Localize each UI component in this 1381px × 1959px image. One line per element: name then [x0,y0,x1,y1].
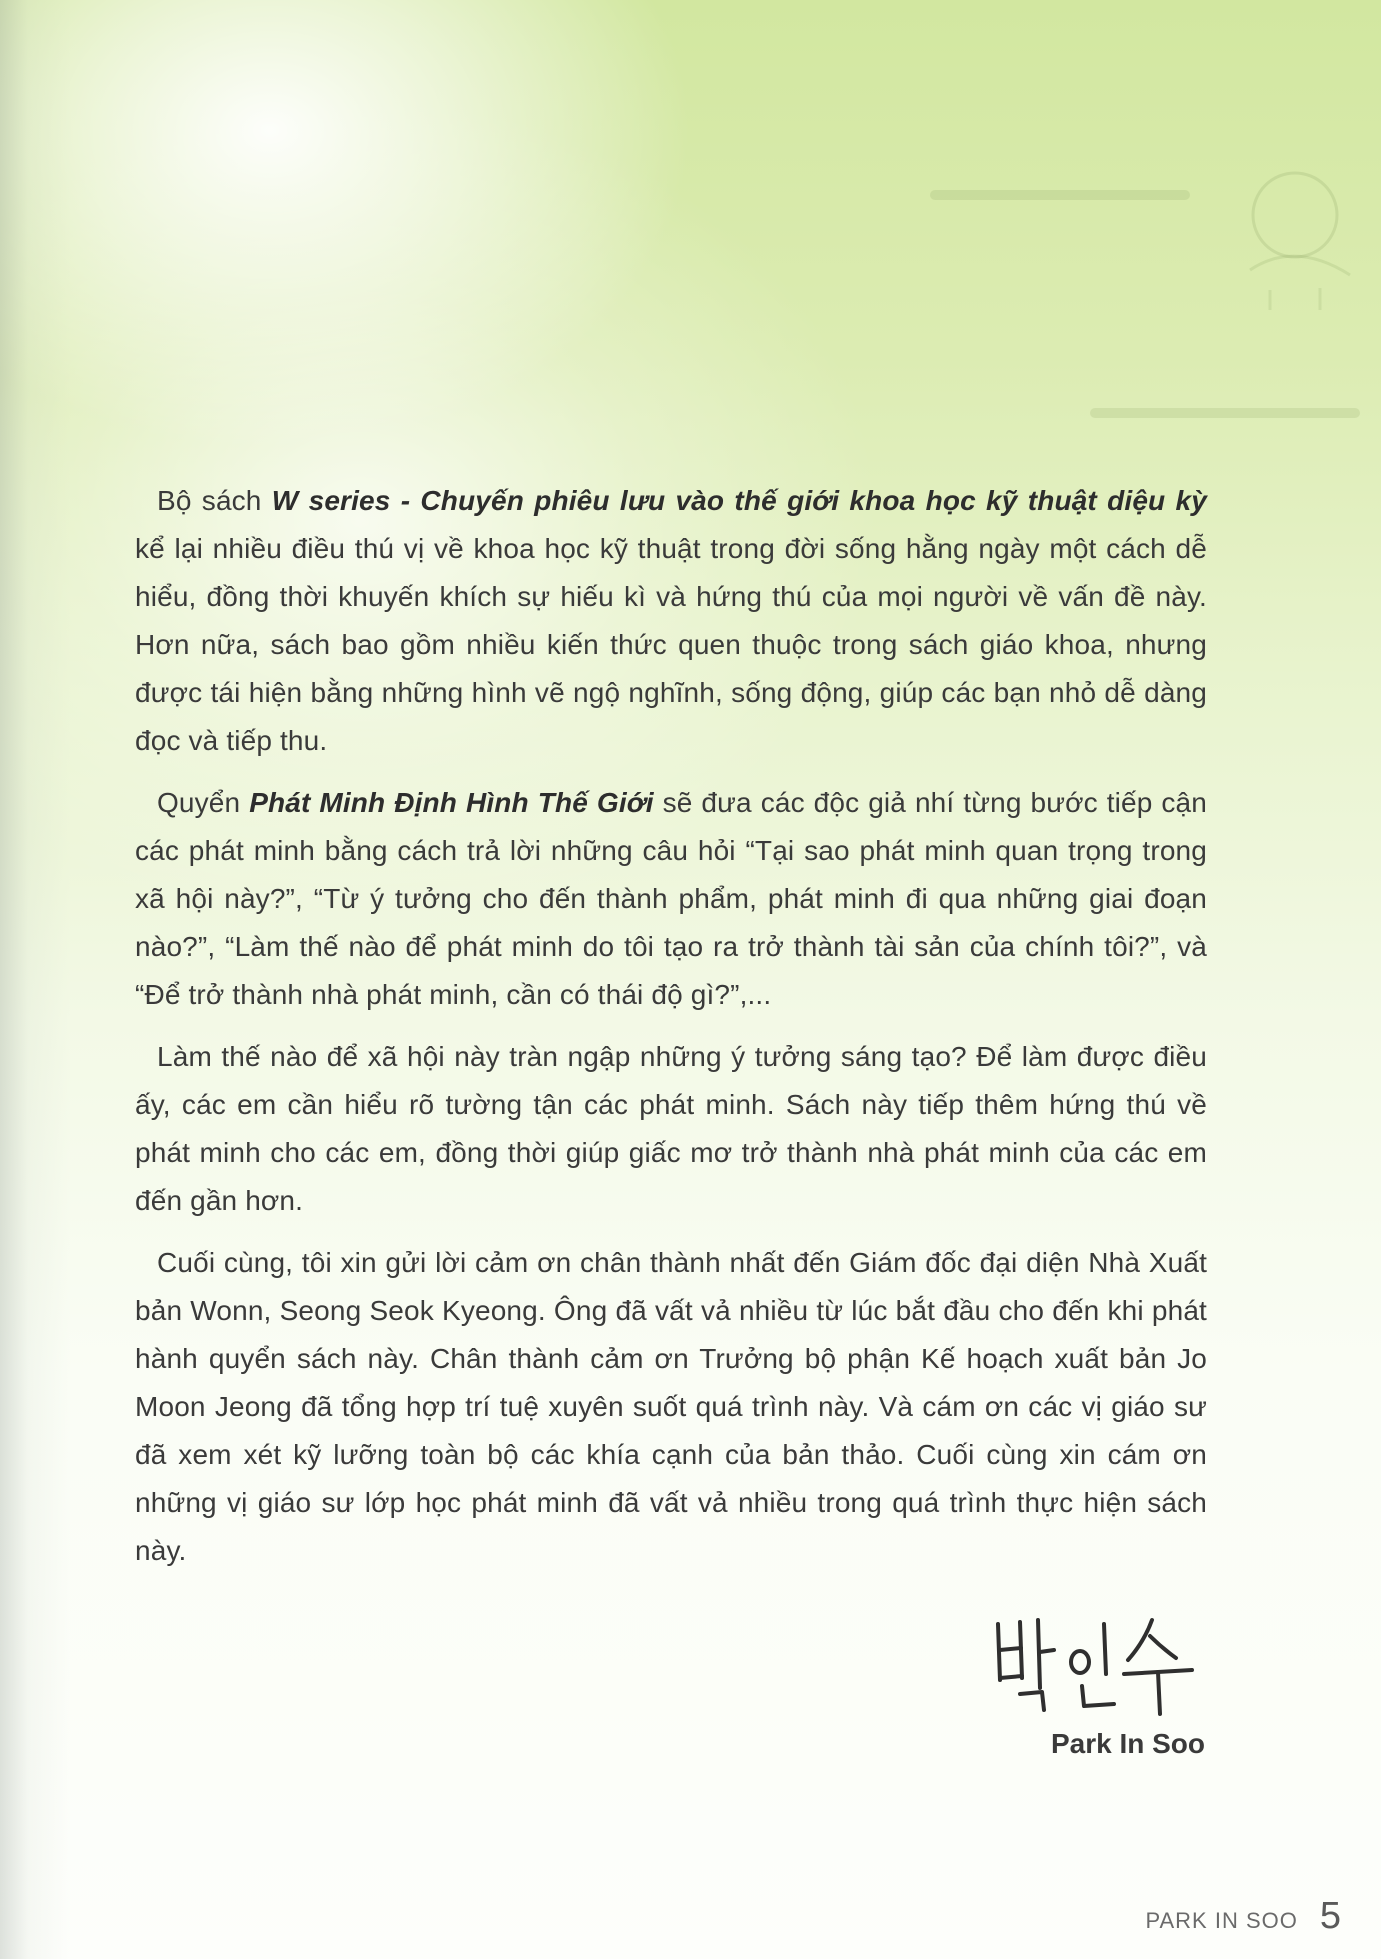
faded-text-line [1090,408,1360,418]
series-title-emphasis: W series - Chuyến phiêu lưu vào thế giới khoa học kỹ thuật diệu kỳ [271,485,1207,516]
faded-background-decoration [0,0,1381,460]
paragraph-text: Bộ sách [157,485,272,516]
paragraph-text: kể lại nhiều điều thú vị về khoa học kỹ thuật trong đời sống hằng ngày một cách dễ hiểu, đồng thời khuyến khích sự hiếu kì và hứng thú của mọi người về vấn đề này. Hơn nữa, sách bao gồm nhiều kiến thức quen thuộc trong sách giáo khoa, nhưng được tái hiện bằng những hình vẽ ngộ nghĩnh, sống động, giúp các bạn nhỏ dễ dàng đọc và tiếp thu. [135,533,1207,756]
paragraph-acknowledgements: Cuối cùng, tôi xin gửi lời cảm ơn chân thành nhất đến Giám đốc đại diện Nhà Xuất bản Wonn, Seong Seok Kyeong. Ông đã vất vả nhiều từ lúc bắt đầu cho đến khi phát hành quyển sách này. Chân thành cảm ơn Trưởng bộ phận Kế hoạch xuất bản Jo Moon Jeong đã tổng hợp trí tuệ xuyên suốt quá trình này. Và cám ơn các vị giáo sư đã xem xét kỹ lưỡng toàn bộ các khía cạnh của bản thảo. Cuối cùng xin cám ơn những vị giáo sư lớp học phát minh đã vất vả nhiều trong quá trình thực hiện sách này. [135,1247,1207,1566]
page-footer [1145,1895,1341,1938]
book-title-emphasis: Phát Minh Định Hình Thế Giới [249,787,654,818]
preface-body [135,477,1207,1589]
paragraph-series-intro [135,477,1207,765]
page-number: 5 [1319,1895,1341,1937]
paragraph-text: sẽ đưa các độc giả nhí từng bước tiếp cận các phát minh bằng cách trả lời những câu hỏi “Tại sao phát minh quan trọng trong xã hội này?”, “Từ ý tưởng cho đến thành phẩm, phát minh đi qua những giai đoạn nào?”, “Làm thế nào để phát minh do tôi tạo ra trở thành tài sản của chính tôi?”, và “Để trở thành nhà phát minh, cần có thái độ gì?”,... [135,787,1207,1010]
handwritten-signature-image [980,1602,1220,1722]
author-name: Park In Soo [1050,1728,1205,1759]
spine-shadow [0,0,70,1959]
paragraph-text: Quyển [157,787,250,818]
paragraph-book-intro [135,779,1207,1019]
running-head: PARK IN SOO [1145,1908,1298,1933]
faded-text-line [930,190,1190,200]
faded-illustration-icon [1200,160,1370,320]
paragraph-purpose: Làm thế nào để xã hội này tràn ngập những ý tưởng sáng tạo? Để làm được điều ấy, các em cần hiểu rõ tường tận các phát minh. Sách này tiếp thêm hứng thú về phát minh cho các em, đồng thời giúp giấc mơ trở thành nhà phát minh của các em đến gần hơn. [135,1041,1207,1216]
